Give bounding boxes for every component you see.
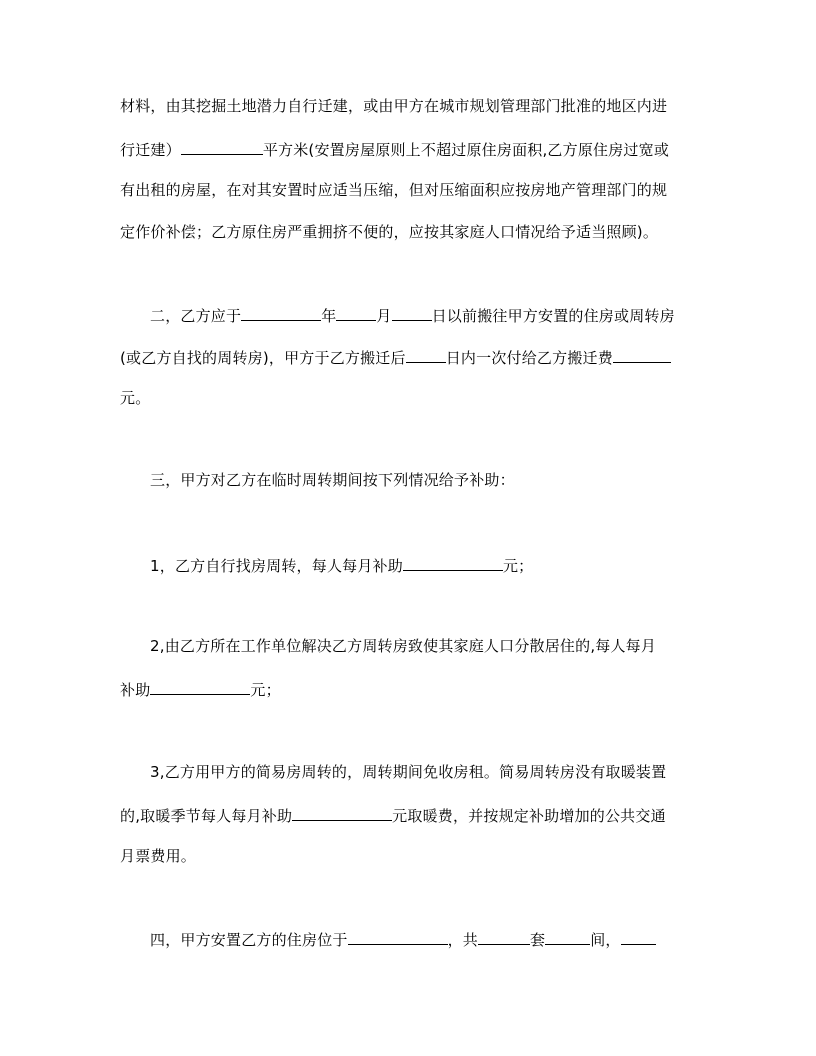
text: 平方米(安置房屋原则上不超过原住房面积,乙方原住房过宽或 <box>262 141 670 159</box>
text: 元； <box>502 557 534 575</box>
text: 套 <box>530 931 546 949</box>
paragraph-line <box>120 846 700 866</box>
year-blank <box>241 304 321 321</box>
subsidy-blank <box>150 678 250 695</box>
text: 定作价补偿；乙方原住房严重拥挤不便的，应按其家庭人口情况给予适当照顾)。 <box>120 223 659 241</box>
paragraph-line <box>150 304 700 326</box>
text: 日内一次付给乙方搬迁费 <box>445 349 613 367</box>
paragraph-line <box>120 388 700 408</box>
text: 2,由乙方所在工作单位解决乙方周转房致使其家庭人口分散居住的,每人每月 <box>150 637 657 655</box>
text: 日以前搬往甲方安置的住房或周转房 <box>431 307 675 325</box>
rooms-blank <box>545 928 590 945</box>
text: 元。 <box>120 389 151 407</box>
text: 的,取暖季节每人每月补助 <box>120 807 293 825</box>
paragraph-line <box>150 928 700 950</box>
text: 间， <box>590 931 621 949</box>
paragraph-line <box>150 470 700 490</box>
paragraph-line <box>120 346 700 368</box>
text: 补助 <box>120 681 151 699</box>
text: 四，甲方安置乙方的住房位于 <box>150 931 348 949</box>
paragraph-line <box>120 180 700 200</box>
days-blank <box>406 346 446 363</box>
paragraph-line <box>120 96 700 116</box>
paragraph-line <box>120 222 700 242</box>
moving-fee-blank <box>613 346 671 363</box>
location-blank <box>348 928 448 945</box>
heating-subsidy-blank <box>292 804 392 821</box>
text: 元取暖费，并按规定补助增加的公共交通 <box>392 807 666 825</box>
text: 月票费用。 <box>120 847 197 865</box>
text: 3,乙方用甲方的简易房周转的，周转期间免收房租。简易周转房没有取暖装置 <box>150 763 667 781</box>
paragraph-line <box>150 636 700 656</box>
text: 元； <box>250 681 281 699</box>
text: 二，乙方应于 <box>150 307 242 325</box>
month-blank <box>336 304 376 321</box>
text: ，共 <box>447 931 479 949</box>
paragraph-line <box>120 804 700 826</box>
text: 有出租的房屋，在对其安置时应适当压缩，但对压缩面积应按房地产管理部门的规 <box>120 181 668 199</box>
text: 行迁建） <box>120 141 181 159</box>
paragraph-line <box>150 762 700 782</box>
trailing-blank <box>621 928 656 945</box>
paragraph-line <box>120 138 700 160</box>
text: 月 <box>376 307 392 325</box>
area-blank <box>181 138 263 155</box>
paragraph-line <box>150 554 700 576</box>
text: 年 <box>321 307 337 325</box>
subsidy-blank <box>403 554 503 571</box>
text: 材料，由其挖掘土地潜力自行迁建，或由甲方在城市规划管理部门批准的地区内进 <box>120 97 668 115</box>
text: 1，乙方自行找房周转，每人每月补助 <box>150 557 403 575</box>
sets-blank <box>478 928 530 945</box>
text: 三，甲方对乙方在临时周转期间按下列情况给予补助： <box>150 471 515 489</box>
text: (或乙方自找的周转房)，甲方于乙方搬迁后 <box>120 349 406 367</box>
paragraph-line <box>120 678 700 700</box>
day-blank <box>392 304 432 321</box>
